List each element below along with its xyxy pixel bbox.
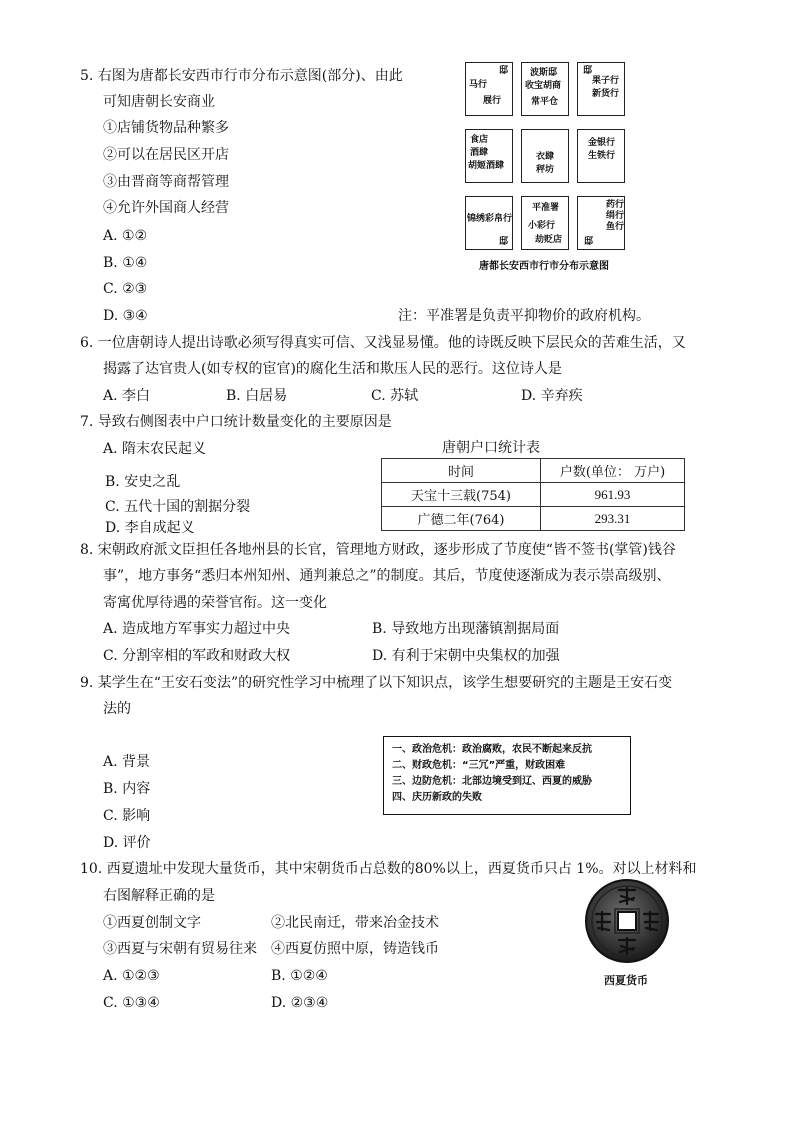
q8-option-d[interactable]: D. 有利于宋朝中央集权的加强: [372, 648, 560, 664]
q7-option-d[interactable]: D. 李自成起义: [105, 520, 195, 536]
block-label: 收宝胡商: [525, 81, 562, 91]
q8-stem-line3: 寄寓优厚待遇的荣誉官衔。这一变化: [103, 595, 327, 611]
q6-option-d[interactable]: D. 辛弃疾: [521, 388, 583, 404]
block-label: 秤坊: [536, 165, 555, 175]
q5-option-b[interactable]: B. ①④: [103, 255, 148, 271]
q9-stem-line2: 法的: [103, 701, 131, 717]
q10-statement-4: ④西夏仿照中原，铸造钱币: [271, 941, 439, 957]
block-label: 药行: [606, 200, 625, 210]
q8-stem-line2: 事”，地方事务“悉归本州知州、通判兼总之”的制度。其后，节度使逐渐成为表示崇高级别、: [103, 568, 671, 584]
q5-statement-3: ③由晋商等商帮管理: [103, 174, 229, 190]
q10-option-a[interactable]: A. ①②③: [103, 968, 160, 984]
q9-option-a[interactable]: A. 背景: [103, 754, 151, 770]
block-label: 屐行: [483, 96, 502, 106]
knowledge-point: 二、财政危机：“三冗”严重，财政困难: [392, 760, 566, 771]
q5-statement-1: ①店铺货物品种繁多: [103, 120, 229, 136]
q5-option-a[interactable]: A. ①②: [103, 228, 148, 244]
q10-option-c[interactable]: C. ①③④: [103, 995, 160, 1011]
q10-option-d[interactable]: D. ②③④: [271, 995, 329, 1011]
q10-statement-2: ②北民南迁，带来冶金技术: [271, 915, 439, 931]
q8-stem-line1: 8. 宋朝政府派文臣担任各地州县的长官，管理地方财政，逐步形成了节度使“皆不签书(掌管)钱谷: [80, 542, 676, 558]
market-block-5: [521, 129, 569, 183]
market-block-6: [577, 129, 625, 183]
block-label: 马行: [469, 80, 488, 90]
block-label: 胡姬酒肆: [468, 161, 505, 171]
q10-statement-3: ③西夏与宋朝有贸易往来: [103, 941, 257, 957]
coin-caption: 西夏货币: [604, 974, 648, 987]
block-label: 劫贬店: [535, 235, 563, 245]
market-block-1: [465, 62, 513, 116]
household-table-title: 唐朝户口统计表: [442, 440, 540, 456]
q6-option-a[interactable]: A. 李白: [103, 388, 151, 404]
market-diagram-caption: 唐都长安西市行市分布示意图: [479, 261, 609, 272]
q10-stem-line2: 右图解释正确的是: [103, 888, 215, 904]
q7-option-a[interactable]: A. 隋末农民起义: [103, 441, 207, 457]
table-row: [382, 483, 685, 507]
block-label: 锦绣彩帛行: [467, 214, 513, 224]
knowledge-point: 一、政治危机：政治腐败，农民不断起来反抗: [392, 744, 592, 755]
table-cell: 广德二年(764): [382, 507, 541, 531]
q9-option-b[interactable]: B. 内容: [103, 781, 151, 797]
table-row: [382, 507, 685, 531]
table-cell: 天宝十三载(754): [382, 483, 541, 507]
block-label: 波斯邸: [530, 68, 558, 78]
block-label: 邸: [583, 66, 593, 76]
western-xia-coin-image: [584, 878, 670, 964]
table-cell: 293.31: [541, 507, 685, 531]
q5-statement-2: ②可以在居民区开店: [103, 147, 229, 163]
q10-statement-1: ①西夏创制文字: [103, 915, 201, 931]
table-header-time: 时间: [382, 459, 541, 483]
table-cell: 961.93: [541, 483, 685, 507]
block-label: 小彩行: [528, 221, 556, 231]
q5-stem-line1: 5. 右图为唐都长安西市行市分布示意图(部分)、由此: [80, 68, 403, 84]
q6-stem-line2: 揭露了达官贵人(如专权的宦官)的腐化生活和欺压人民的恶行。这位诗人是: [103, 361, 562, 377]
q5-statement-4: ④允许外国商人经营: [103, 200, 229, 216]
q5-stem-line2: 可知唐朝长安商业: [103, 94, 215, 110]
market-block-4: [465, 129, 513, 183]
block-label: 邸: [499, 237, 509, 247]
block-label: 果子行: [592, 76, 620, 86]
block-label: 鱼行: [606, 222, 625, 232]
market-block-3: [577, 62, 625, 116]
q5-note: 注：平准署是负责平抑物价的政府机构。: [398, 308, 650, 324]
knowledge-point: 四、庆历新政的失败: [392, 792, 482, 803]
market-block-2: [521, 62, 569, 116]
market-block-7: [465, 196, 513, 250]
table-row: [382, 459, 685, 483]
q8-option-c[interactable]: C. 分割宰相的军政和财政大权: [103, 648, 291, 664]
knowledge-points-box: [383, 736, 631, 815]
block-label: 邸: [584, 237, 594, 247]
q6-option-b[interactable]: B. 白居易: [226, 388, 288, 404]
q7-option-c[interactable]: C. 五代十国的割据分裂: [105, 499, 251, 515]
block-label: 酒肆: [470, 148, 489, 158]
q10-stem-line1: 10. 西夏遗址中发现大量货币，其中宋朝货币占总数的80%以上，西夏货币只占 1%。对以上材料和: [80, 861, 697, 877]
q9-stem-line1: 9. 某学生在“王安石变法”的研究性学习中梳理了以下知识点，该学生想要研究的主题是王安石变: [80, 675, 673, 691]
household-table: [381, 458, 685, 531]
block-label: 邸: [499, 66, 509, 76]
block-label: 新货行: [592, 89, 620, 99]
block-label: 衣肆: [536, 152, 555, 162]
table-header-households: 户数(单位： 万户): [541, 459, 685, 483]
knowledge-point: 三、边防危机：北部边境受到辽、西夏的威胁: [392, 776, 592, 787]
block-label: 生铁行: [588, 151, 616, 161]
q7-option-b[interactable]: B. 安史之乱: [105, 474, 181, 490]
q10-option-b[interactable]: B. ①②④: [271, 968, 328, 984]
block-label: 平准署: [532, 203, 560, 213]
q6-option-c[interactable]: C. 苏轼: [371, 388, 419, 404]
q9-option-c[interactable]: C. 影响: [103, 808, 151, 824]
block-label: 常平仓: [531, 97, 559, 107]
q5-option-c[interactable]: C. ②③: [103, 281, 148, 297]
q8-option-b[interactable]: B. 导致地方出现藩镇割据局面: [372, 621, 560, 637]
q6-stem-line1: 6. 一位唐朝诗人提出诗歌必须写得真实可信、又浅显易懂。他的诗既反映下层民众的苦难生活，又: [80, 335, 686, 351]
block-label: 食店: [470, 135, 489, 145]
q7-stem: 7. 导致右侧图表中户口统计数量变化的主要原因是: [80, 414, 392, 430]
block-label: 绢行: [606, 211, 625, 221]
block-label: 金银行: [588, 138, 616, 148]
market-block-9: [577, 196, 625, 250]
q8-option-a[interactable]: A. 造成地方军事实力超过中央: [103, 621, 291, 637]
q9-option-d[interactable]: D. 评价: [103, 835, 151, 851]
q5-option-d[interactable]: D. ③④: [103, 308, 148, 324]
market-block-8: [521, 196, 569, 250]
